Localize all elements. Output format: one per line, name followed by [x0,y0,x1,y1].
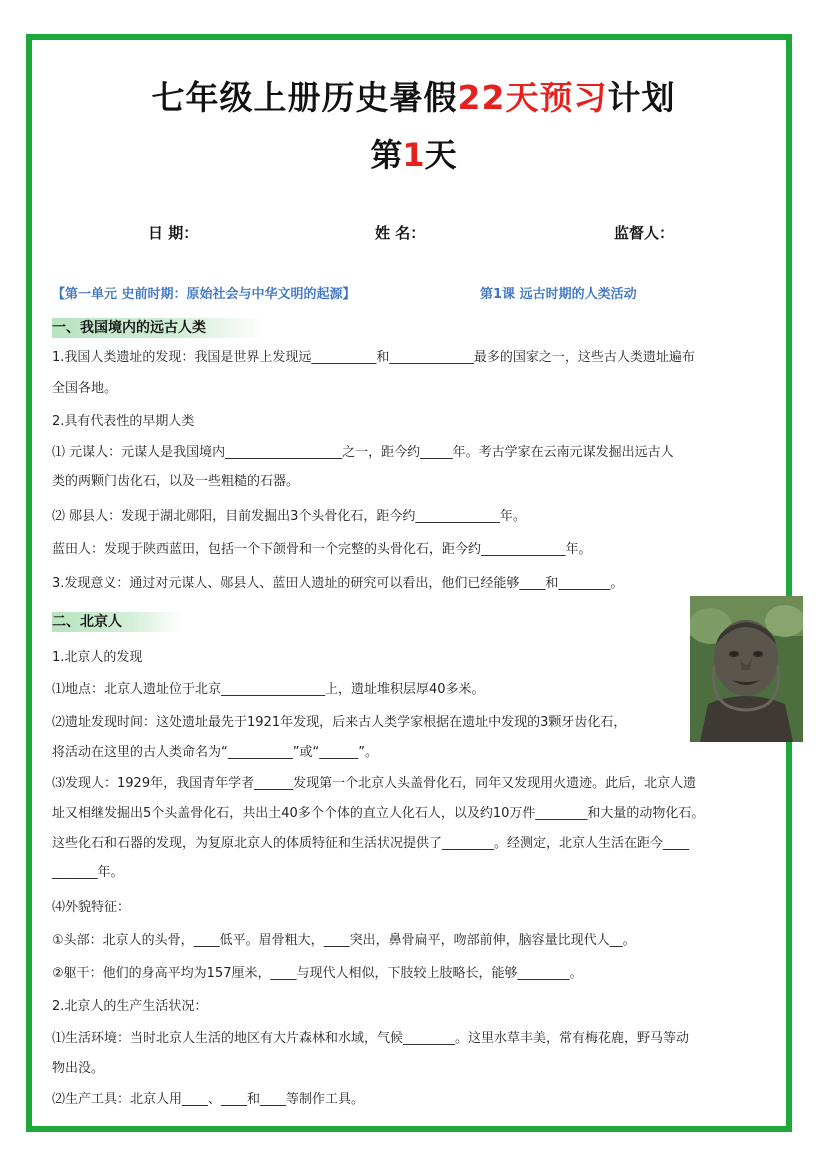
paragraph-torso: ②躯干：他们的身高平均为157厘米，____与现代人相似，下肢较上肢略长，能够________。 [52,966,583,981]
peking-man-bust-image [690,596,803,742]
paragraph-yunxian: ⑵ 郧县人：发现于湖北郧阳，目前发掘出3个头骨化石，距今约_____________年。 [52,509,526,524]
paragraph-yuanmou-cont: 类的两颗门齿化石，以及一些粗糙的石器。 [52,474,300,489]
day-title: 第1天 [370,136,457,174]
paragraph-discoverer-cont2: 这些化石和石器的发现，为复原北京人的体质特征和生活状况提供了________。经测定，北京人生活在距今____ [52,836,690,851]
page-title: 七年级上册历史暑假22天预习计划 [151,78,676,117]
paragraph-site-discovery-cont: 全国各地。 [52,381,118,396]
section-heading-peking-man: 二、北京人 [52,612,182,632]
paragraph-appearance: ⑷外貌特征： [52,900,131,915]
section-heading-ancient-humans: 一、我国境内的远古人类 [52,318,266,338]
supervisor-label: 监督人： [614,224,675,242]
peking-man-bust-illustration [690,596,803,742]
paragraph-discoverer-cont1: 址又相继发掘出5个头盖骨化石，共出土40多个个体的直立人化石人，以及约10万件________和大量的动物化石。 [52,806,705,821]
paragraph-peking-discovery: 1.北京人的发现 [52,650,143,665]
paragraph-location: ⑴地点：北京人遗址位于北京________________上，遗址堆积层厚40多米。 [52,682,485,697]
paragraph-discoverer-cont3: _______年。 [52,865,124,880]
paragraph-discovery-time: ⑵遗址发现时间：这处遗址最先于1921年发现，后来古人类学家根据在遗址中发现的3颗牙齿化石， [52,715,627,730]
unit-title: 【第一单元 史前时期：原始社会与中华文明的起源】 [52,287,356,302]
paragraph-discoverer: ⑶发现人：1929年，我国青年学者______发现第一个北京人头盖骨化石，同年又发现用火遗迹。此后，北京人遗 [52,776,697,791]
paragraph-living-conditions: 2.北京人的生产生活状况： [52,999,208,1014]
date-label: 日 期： [148,224,199,242]
paragraph-site-discovery: 1.我国人类遗址的发现：我国是世界上发现远__________和_____________最多的国家之一，这些古人类遗址遍布 [52,350,695,365]
lesson-title: 第1课 远古时期的人类活动 [480,287,637,302]
paragraph-head: ①头部：北京人的头骨，____低平。眉骨粗大，____突出，鼻骨扁平，吻部前伸，脑容量比现代人__。 [52,933,636,948]
name-label: 姓 名： [375,224,426,242]
paragraph-lantian: 蓝田人：发现于陕西蓝田，包括一个下颌骨和一个完整的头骨化石，距今约_____________年。 [52,542,592,557]
paragraph-discovery-time-cont: 将活动在这里的古人类命名为“__________”或“______”。 [52,745,378,760]
paragraph-early-humans: 2.具有代表性的早期人类 [52,414,195,429]
paragraph-significance: 3.发现意义：通过对元谋人、郧县人、蓝田人遗址的研究可以看出，他们已经能够____和________。 [52,576,624,591]
paragraph-yuanmou: ⑴ 元谋人：元谋人是我国境内__________________之一，距今约_____年。考古学家在云南元谋发掘出远古人 [52,445,674,460]
paragraph-tools: ⑵生产工具：北京人用____、____和____等制作工具。 [52,1092,365,1107]
paragraph-environment-cont: 物出没。 [52,1061,105,1076]
paragraph-environment: ⑴生活环境：当时北京人生活的地区有大片森林和水域，气候________。这里水草丰美，常有梅花鹿，野马等动 [52,1031,690,1046]
